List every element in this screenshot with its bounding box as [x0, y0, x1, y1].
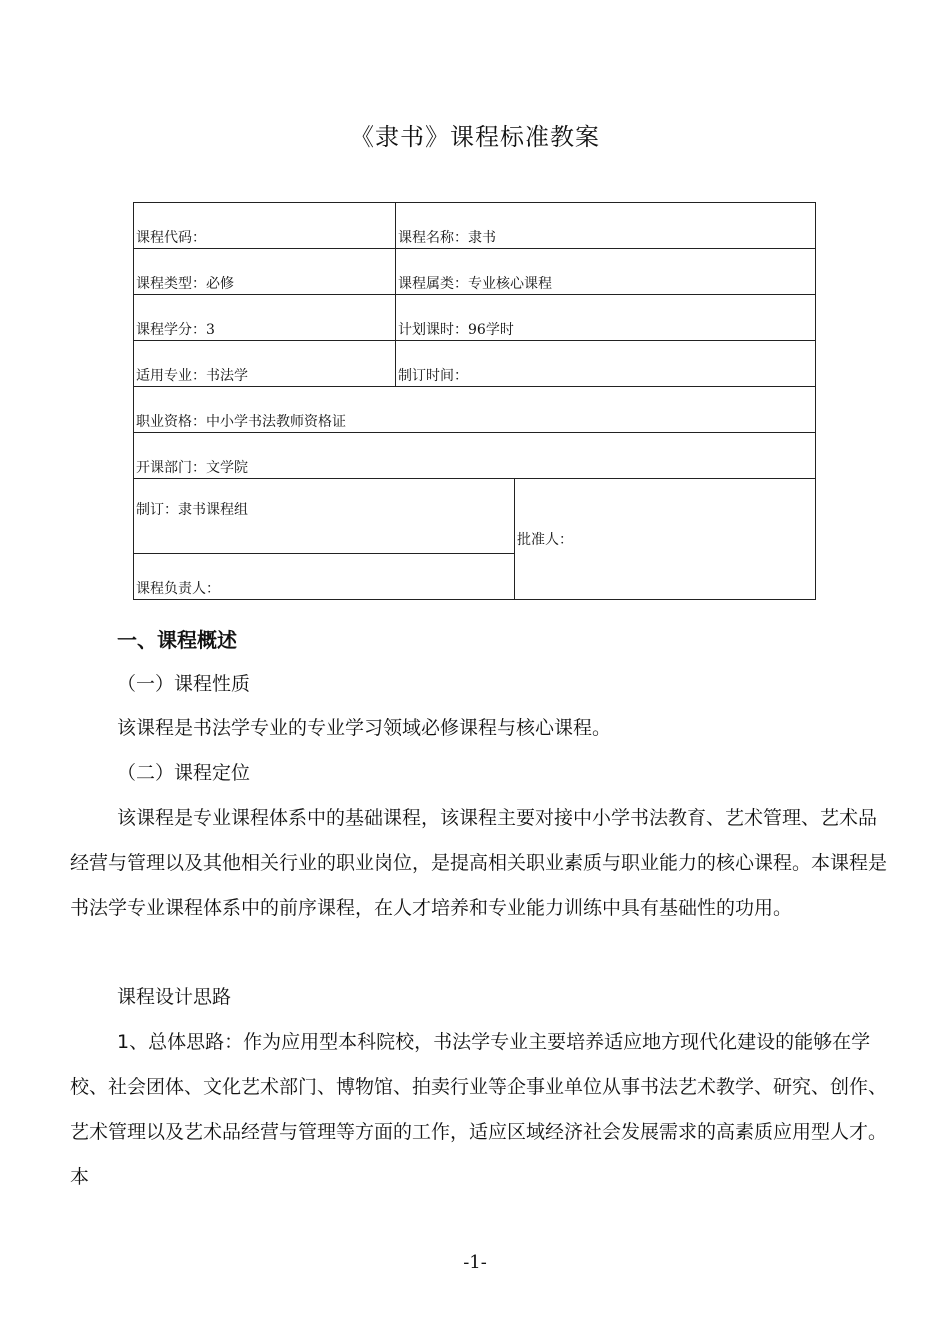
- approver-cell: 批准人：: [515, 479, 816, 600]
- revision-date-cell: 制订时间：: [396, 341, 816, 387]
- page-number: -1-: [463, 1252, 487, 1273]
- section-heading-overview: 一、课程概述: [117, 628, 237, 652]
- document-title: 《隶书》课程标准教案: [350, 123, 600, 151]
- paragraph-design: 1、总体思路：作为应用型本科院校，书法学专业主要培养适应地方现代化建设的能够在学校、社会团体、文化艺术部门、博物馆、拍卖行业等企事业单位从事书法艺术教学、研究、创作、艺术管理以及艺术品经营与管理等方面的工作，适应区域经济社会发展需求的高素质应用型人才。本: [70, 1031, 888, 1188]
- course-name-cell: 课程名称：隶书: [396, 203, 816, 249]
- planned-hours-cell: 计划课时：96学时: [396, 295, 816, 341]
- subheading-positioning: （二）课程定位: [117, 762, 251, 784]
- prepared-by-cell: 制订：隶书课程组: [134, 479, 515, 554]
- course-type-cell: 课程类型：必修: [134, 249, 396, 295]
- credits-cell: 课程学分：3: [134, 295, 396, 341]
- qualification-cell: 职业资格：中小学书法教师资格证: [134, 387, 816, 433]
- subheading-design: 课程设计思路: [117, 986, 232, 1008]
- course-leader-cell: 课程负责人：: [134, 554, 515, 600]
- course-category-cell: 课程属类：专业核心课程: [396, 249, 816, 295]
- course-code-cell: 课程代码：: [134, 203, 396, 249]
- paragraph-positioning: 该课程是专业课程体系中的基础课程，该课程主要对接中小学书法教育、艺术管理、艺术品经营与管理以及其他相关行业的职业岗位，是提高相关职业素质与职业能力的核心课程。本课程是书法学专业课程体系中的前序课程，在人才培养和专业能力训练中具有基础性的功用。: [70, 807, 888, 919]
- major-cell: 适用专业：书法学: [134, 341, 396, 387]
- department-cell: 开课部门：文学院: [134, 433, 816, 479]
- course-info-table: [133, 202, 816, 600]
- paragraph-nature: 该课程是书法学专业的专业学习领域必修课程与核心课程。: [117, 717, 612, 739]
- subheading-nature: （一）课程性质: [117, 673, 251, 695]
